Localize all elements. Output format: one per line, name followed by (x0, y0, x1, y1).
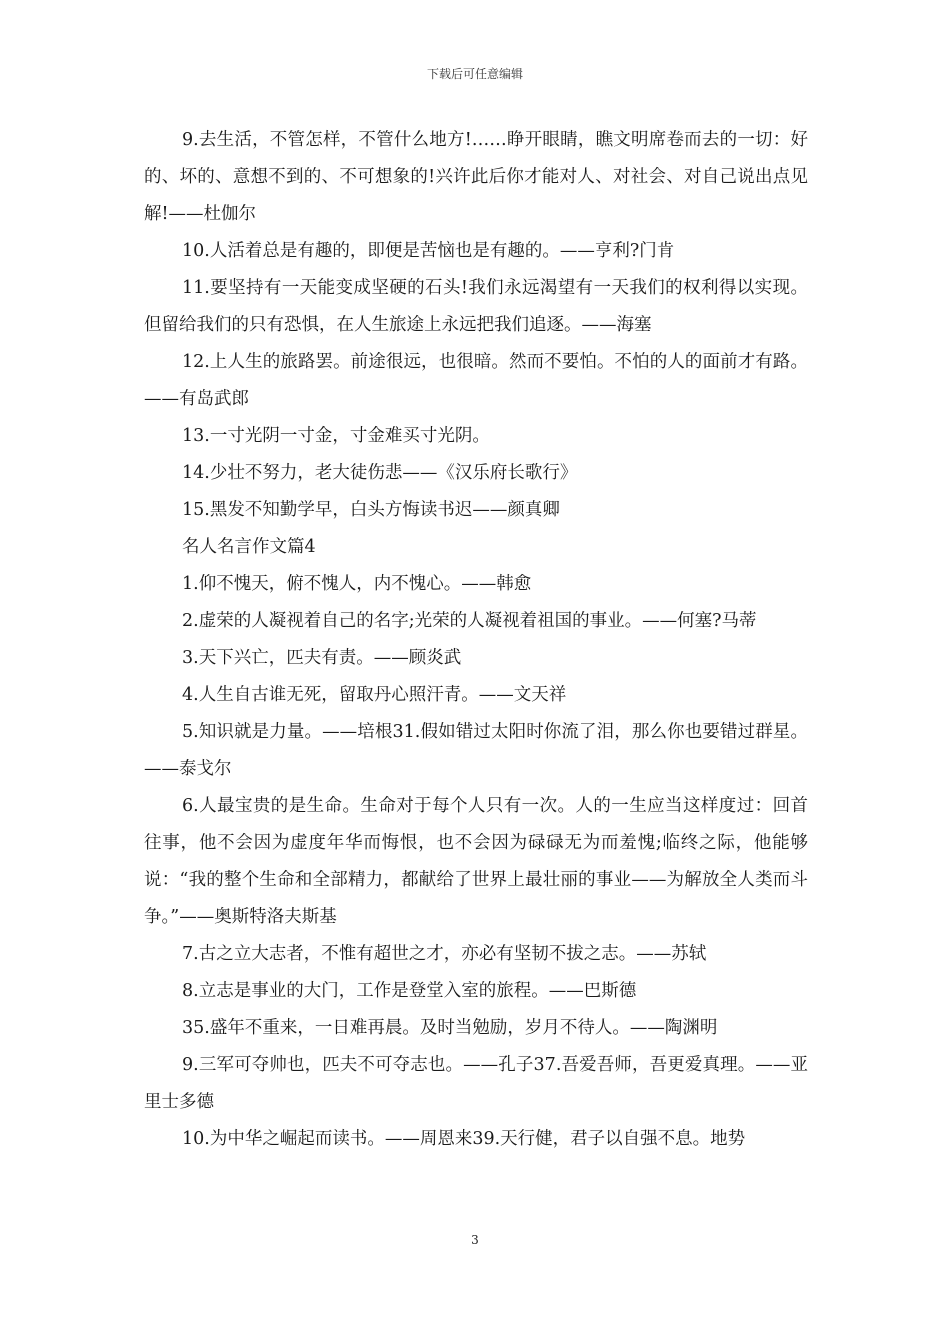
paragraph: 11.要坚持有一天能变成坚硬的石头!我们永远渴望有一天我们的权利得以实现。但留给我们的只有恐惧，在人生旅途上永远把我们追逐。——海塞 (144, 278, 808, 335)
paragraph: 6.人最宝贵的是生命。生命对于每个人只有一次。人的一生应当这样度过：回首往事，他不会因为虚度年华而悔恨，也不会因为碌碌无为而羞愧;临终之际，他能够说：“我的整个生命和全部精力，都献给了世界上最壮丽的事业——为解放全人类而斗争。”——奥斯特洛夫斯基 (144, 796, 808, 927)
paragraph: 35.盛年不重来，一日难再晨。及时当勉励，岁月不待人。——陶渊明 (182, 1018, 718, 1038)
paragraph: 9.三军可夺帅也，匹夫不可夺志也。——孔子37.吾爱吾师，吾更爱真理。——亚里士多德 (144, 1055, 808, 1112)
page-number: 3 (471, 1233, 479, 1247)
paragraph: 10.人活着总是有趣的，即便是苦恼也是有趣的。——亨利?门肯 (182, 241, 675, 261)
paragraph: 15.黑发不知勤学早，白头方悔读书迟——颜真卿 (182, 500, 560, 520)
paragraph: 2.虚荣的人凝视着自己的名字;光荣的人凝视着祖国的事业。——何塞?马蒂 (182, 611, 757, 631)
page-header: 下载后可任意编辑 (426, 67, 523, 81)
paragraph: 5.知识就是力量。——培根31.假如错过太阳时你流了泪，那么你也要错过群星。——泰戈尔 (144, 722, 808, 779)
paragraph: 3.天下兴亡，匹夫有责。——顾炎武 (182, 648, 462, 668)
paragraph: 12.上人生的旅路罢。前途很远，也很暗。然而不要怕。不怕的人的面前才有路。——有岛武郎 (144, 352, 808, 409)
section-heading: 名人名言作文篇4 (182, 537, 316, 557)
paragraph: 13.一寸光阴一寸金，寸金难买寸光阴。 (182, 426, 490, 446)
paragraph: 8.立志是事业的大门，工作是登堂入室的旅程。——巴斯德 (182, 981, 637, 1001)
paragraph: 7.古之立大志者，不惟有超世之才，亦必有坚韧不拔之志。——苏轼 (182, 944, 707, 964)
document-body (144, 122, 808, 1158)
paragraph: 9.去生活，不管怎样，不管什么地方!……睁开眼睛，瞧文明席卷而去的一切：好的、坏的、意想不到的、不可想象的!兴许此后你才能对人、对社会、对自己说出点见解!——杜伽尔 (144, 130, 808, 224)
paragraph: 14.少壮不努力，老大徒伤悲——《汉乐府长歌行》 (182, 463, 578, 483)
paragraph: 4.人生自古谁无死，留取丹心照汗青。——文天祥 (182, 685, 567, 705)
paragraph: 10.为中华之崛起而读书。——周恩来39.天行健，君子以自强不息。地势 (182, 1129, 746, 1149)
paragraph: 1.仰不愧天，俯不愧人，内不愧心。——韩愈 (182, 574, 532, 594)
